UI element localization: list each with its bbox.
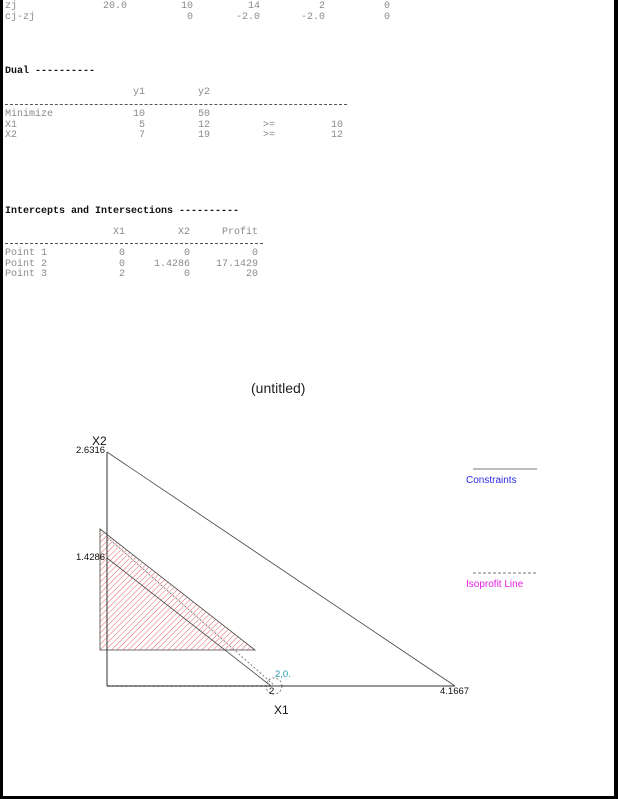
column-header: Profit bbox=[221, 227, 258, 238]
cell: 0 bbox=[183, 269, 190, 280]
chart-title: (untitled) bbox=[251, 380, 306, 396]
x-tick-max: 4.1667 bbox=[440, 686, 470, 697]
cell: -2.0 bbox=[235, 11, 260, 23]
cell: 2 bbox=[318, 1, 325, 12]
feasible-region bbox=[100, 529, 255, 650]
cell: 0 bbox=[383, 11, 390, 23]
lp-graph bbox=[3, 0, 614, 796]
legend-isoprofit-label: Isoprofit Line bbox=[466, 579, 524, 590]
cell: 0 bbox=[251, 248, 258, 259]
row-label: X2 bbox=[5, 130, 18, 141]
intercepts-title: Intercepts and Intersections ---------- bbox=[5, 206, 240, 217]
row-label: Point 2 bbox=[5, 258, 48, 270]
cell: 0 bbox=[186, 11, 193, 23]
cell: 20 bbox=[245, 269, 258, 280]
column-header: y1 bbox=[132, 87, 145, 98]
cell: 0 bbox=[383, 1, 390, 12]
cell: 12 bbox=[330, 130, 343, 141]
cell: 19 bbox=[197, 130, 210, 141]
cell: >= bbox=[263, 130, 276, 141]
cell: 14 bbox=[247, 1, 260, 12]
cell: 10 bbox=[132, 109, 145, 120]
cell: 17.1429 bbox=[215, 258, 258, 270]
column-header: X1 bbox=[112, 227, 125, 238]
report-page bbox=[3, 0, 614, 796]
cell: 0 bbox=[118, 258, 125, 270]
cell: 0 bbox=[183, 248, 190, 259]
optimal-point-label: 2,0. bbox=[275, 669, 291, 680]
row-label: zj bbox=[5, 1, 18, 12]
cell: 1.4286 bbox=[153, 258, 190, 270]
cell: 10 bbox=[180, 1, 193, 12]
cell: 10 bbox=[330, 119, 343, 131]
row-label: Point 1 bbox=[5, 248, 48, 259]
row-label: Point 3 bbox=[5, 269, 48, 280]
cell: -2.0 bbox=[300, 11, 325, 23]
cell: 20.0 bbox=[102, 1, 127, 12]
y-tick-1: 1.4286 bbox=[76, 552, 106, 563]
row-label: X1 bbox=[5, 119, 18, 131]
cell: 50 bbox=[197, 109, 210, 120]
row-label: cj-zj bbox=[5, 11, 36, 23]
y-tick-max: 2.6316 bbox=[76, 445, 106, 456]
x-axis-label: X1 bbox=[274, 703, 289, 717]
cell: 12 bbox=[197, 119, 210, 131]
dual-title: Dual ---------- bbox=[5, 66, 96, 77]
constraint-line-1 bbox=[107, 452, 455, 686]
cell: 5 bbox=[138, 119, 145, 131]
column-header: X2 bbox=[177, 227, 190, 238]
cell: 7 bbox=[138, 130, 145, 141]
column-header: y2 bbox=[197, 87, 210, 98]
row-label: Minimize bbox=[5, 109, 54, 120]
cell: >= bbox=[263, 119, 276, 131]
y-axis-label: X2 bbox=[92, 434, 107, 448]
legend-constraints-label: Constraints bbox=[466, 475, 517, 486]
cell: 0 bbox=[118, 248, 125, 259]
x-tick-2: 2 bbox=[269, 686, 275, 697]
cell: 2 bbox=[118, 269, 125, 280]
